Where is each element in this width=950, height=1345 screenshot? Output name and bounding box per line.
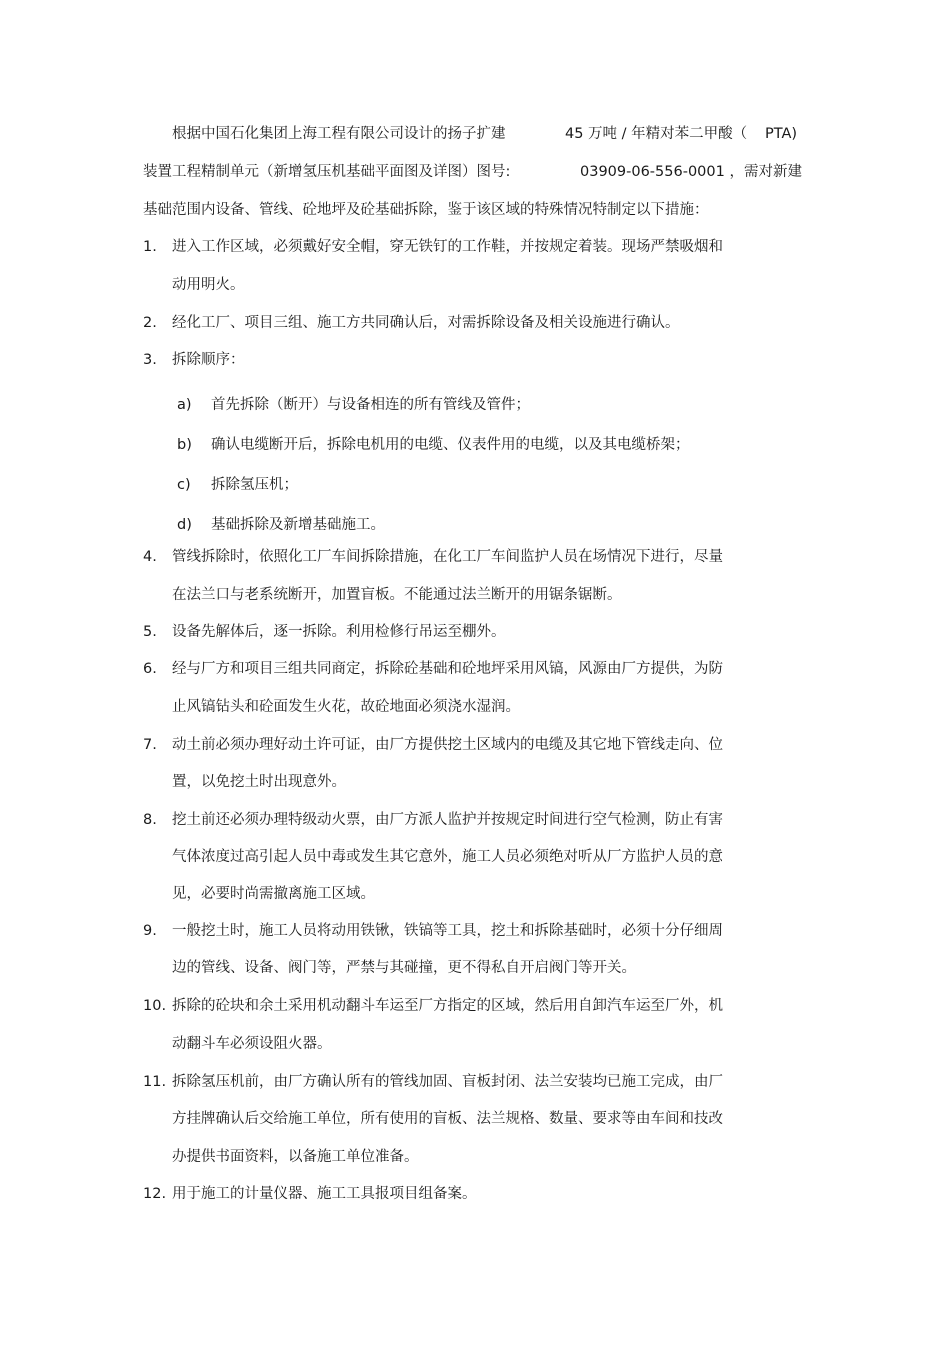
- item-text: 进入工作区域，必须戴好安全帽，穿无铁钉的工作鞋，并按规定着装。现场严禁吸烟和: [172, 239, 723, 255]
- item-text: 方挂牌确认后交给施工单位，所有使用的盲板、法兰规格、数量、要求等由车间和技改: [172, 1111, 723, 1127]
- item-text: 用于施工的计量仪器、施工工具报项目组备案。: [172, 1186, 477, 1202]
- subitem-label: b): [177, 437, 192, 453]
- item-number: 7.: [143, 737, 157, 753]
- item-text: 一般挖土时，施工人员将动用铁锹，铁镐等工具，挖土和拆除基础时，必须十分仔细周: [172, 923, 723, 939]
- item-text: 在法兰口与老系统断开，加置盲板。不能通过法兰断开的用锯条锯断。: [172, 587, 622, 603]
- item-number: 11.: [143, 1074, 167, 1090]
- intro-line-1c: PTA): [765, 126, 798, 142]
- intro-line-2a: 装置工程精制单元（新增氢压机基础平面图及详图）图号:: [143, 164, 511, 180]
- item-text: 办提供书面资料，以备施工单位准备。: [172, 1149, 419, 1165]
- item-text: 挖土前还必须办理特级动火票，由厂方派人监护并按规定时间进行空气检测，防止有害: [172, 812, 723, 828]
- item-text: 气体浓度过高引起人员中毒或发生其它意外，施工人员必须绝对听从厂方监护人员的意: [172, 849, 723, 865]
- item-number: 4.: [143, 549, 157, 565]
- item-text: 经化工厂、项目三组、施工方共同确认后，对需拆除设备及相关设施进行确认。: [172, 315, 680, 331]
- item-text: 置，以免挖土时出现意外。: [172, 774, 346, 790]
- item-number: 10.: [143, 998, 167, 1014]
- subitem-label: c): [177, 477, 191, 493]
- item-number: 6.: [143, 661, 157, 677]
- subitem-text: 确认电缆断开后，拆除电机用的电缆、仪表件用的电缆，以及其电缆桥架；: [211, 437, 690, 453]
- item-text: 止风镐钻头和砼面发生火花，故砼地面必须浇水湿润。: [172, 699, 520, 715]
- item-text: 动翻斗车必须设阻火器。: [172, 1036, 332, 1052]
- subitem-label: d): [177, 517, 192, 533]
- item-number: 5.: [143, 624, 157, 640]
- intro-line-1b: 45 万吨 / 年精对苯二甲酸（: [565, 126, 748, 142]
- item-text: 边的管线、设备、阀门等，严禁与其碰撞，更不得私自开启阀门等开关。: [172, 960, 636, 976]
- item-text: 管线拆除时，依照化工厂车间拆除措施，在化工厂车间监护人员在场情况下进行，尽量: [172, 549, 723, 565]
- item-text: 动用明火。: [172, 277, 245, 293]
- subitem-text: 拆除氢压机；: [211, 477, 298, 493]
- item-number: 9.: [143, 923, 157, 939]
- item-number: 1.: [143, 239, 157, 255]
- item-text: 拆除的砼块和余土采用机动翻斗车运至厂方指定的区域，然后用自卸汽车运至厂外，机: [172, 998, 723, 1014]
- subitem-label: a): [177, 397, 192, 413]
- item-number: 2.: [143, 315, 157, 331]
- item-number: 8.: [143, 812, 157, 828]
- item-number: 12.: [143, 1186, 167, 1202]
- item-text: 经与厂方和项目三组共同商定，拆除砼基础和砼地坪采用风镐，风源由厂方提供，为防: [172, 661, 723, 677]
- item-text: 拆除顺序：: [172, 352, 245, 368]
- item-text: 设备先解体后，逐一拆除。利用检修行吊运至棚外。: [172, 624, 506, 640]
- item-text: 拆除氢压机前，由厂方确认所有的管线加固、盲板封闭、法兰安装均已施工完成，由厂: [172, 1074, 723, 1090]
- subitem-text: 首先拆除（断开）与设备相连的所有管线及管件；: [211, 397, 530, 413]
- subitem-text: 基础拆除及新增基础施工。: [211, 517, 385, 533]
- intro-line-1a: 根据中国石化集团上海工程有限公司设计的扬子扩建: [172, 126, 506, 142]
- intro-line-2b: 03909-06-556-0001 ，需对新建: [580, 164, 802, 180]
- item-number: 3.: [143, 352, 157, 368]
- intro-line-3: 基础范围内设备、管线、砼地坪及砼基础拆除，鉴于该区域的特殊情况特制定以下措施：: [143, 202, 709, 218]
- item-text: 见，必要时尚需撤离施工区域。: [172, 886, 375, 902]
- item-text: 动土前必须办理好动土许可证，由厂方提供挖土区域内的电缆及其它地下管线走向、位: [172, 737, 723, 753]
